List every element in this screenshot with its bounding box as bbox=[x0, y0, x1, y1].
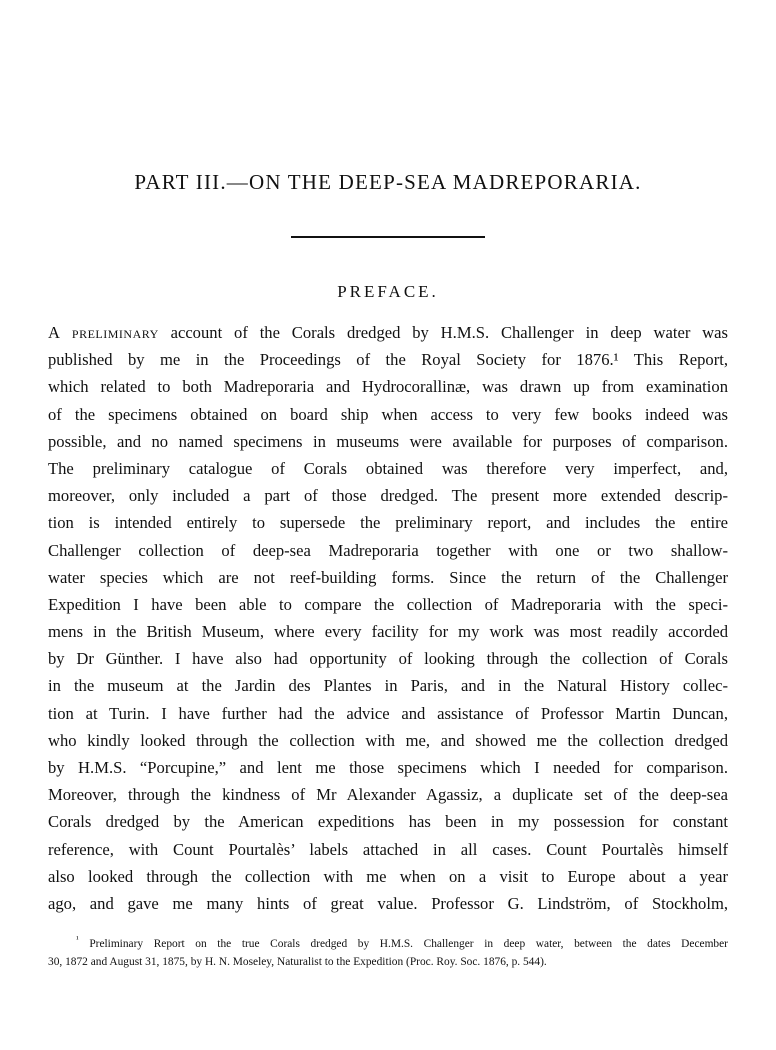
footnote bbox=[48, 935, 728, 971]
body-line: The preliminary catalogue of Corals obtained was therefore very imperfect, and, bbox=[48, 458, 728, 478]
title-rule bbox=[291, 236, 485, 238]
body-line: by H.M.S. “Porcupine,” and lent me those specimens which I needed for comparison. bbox=[48, 758, 728, 777]
body-line: ago, and gave me many hints of great value. Professor G. Lindström, of Stockholm, bbox=[48, 893, 728, 913]
body-line: Expedition I have been able to compare the collection of Madreporaria with the speci- bbox=[48, 594, 728, 614]
footnote-line-1 bbox=[48, 935, 728, 953]
body-line: who kindly looked through the collection with me, and showed me the collection dredged bbox=[48, 730, 728, 750]
preface-body bbox=[48, 319, 728, 917]
footnote-line-2: 30, 1872 and August 31, 1875, by H. N. Moseley, Naturalist to the Expedition (Proc. Roy. Soc. 1876, p. 544). bbox=[48, 956, 547, 968]
body-line: Challenger collection of deep-sea Madreporaria together with one or two shallow- bbox=[48, 540, 728, 560]
body-line: Moreover, through the kindness of Mr Alexander Agassiz, a duplicate set of the deep-sea bbox=[48, 785, 728, 805]
body-line: in the museum at the Jardin des Plantes in Paris, and in the Natural History collec- bbox=[48, 676, 728, 696]
body-line: tion at Turin. I have further had the advice and assistance of Professor Martin Duncan, bbox=[48, 703, 728, 723]
footnote-marker: ¹ bbox=[76, 934, 79, 945]
body-line: published by me in the Proceedings of the Royal Society for 1876.¹ This Report, bbox=[48, 350, 728, 370]
body-line: Corals dredged by the American expeditions has been in my possession for constant bbox=[48, 812, 728, 832]
body-line: water species which are not reef-building forms. Since the return of the Challenger bbox=[48, 567, 728, 587]
footnote-line-1-text: Preliminary Report on the true Corals dredged by H.M.S. Challenger in deep water, between the dates December bbox=[89, 938, 728, 950]
body-line: reference, with Count Pourtalès’ labels attached in all cases. Count Pourtalès himself bbox=[48, 839, 728, 859]
preface-heading: PREFACE. bbox=[337, 282, 439, 301]
body-line: by Dr Günther. I have also had opportunity of looking through the collection of Corals bbox=[48, 649, 728, 669]
opening-words: A preliminary bbox=[48, 323, 159, 342]
body-line: also looked through the collection with me when on a visit to Europe about a year bbox=[48, 866, 728, 886]
body-line-1 bbox=[48, 319, 728, 346]
body-line: which related to both Madreporaria and Hydrocorallinæ, was drawn up from examination bbox=[48, 377, 728, 397]
body-line: possible, and no named specimens in museums were available for purposes of comparison. bbox=[48, 431, 728, 451]
body-line: tion is intended entirely to supersede the preliminary report, and includes the entire bbox=[48, 513, 728, 533]
part-title: PART III.—ON THE DEEP-SEA MADREPORARIA. bbox=[134, 170, 642, 194]
body-line-1-text: account of the Corals dredged by H.M.S. Challenger in deep water was bbox=[158, 323, 728, 342]
body-line: moreover, only included a part of those dredged. The present more extended descrip- bbox=[48, 486, 728, 506]
body-line: of the specimens obtained on board ship when access to very few books indeed was bbox=[48, 404, 728, 424]
body-line: mens in the British Museum, where every facility for my work was most readily accorded bbox=[48, 622, 728, 642]
